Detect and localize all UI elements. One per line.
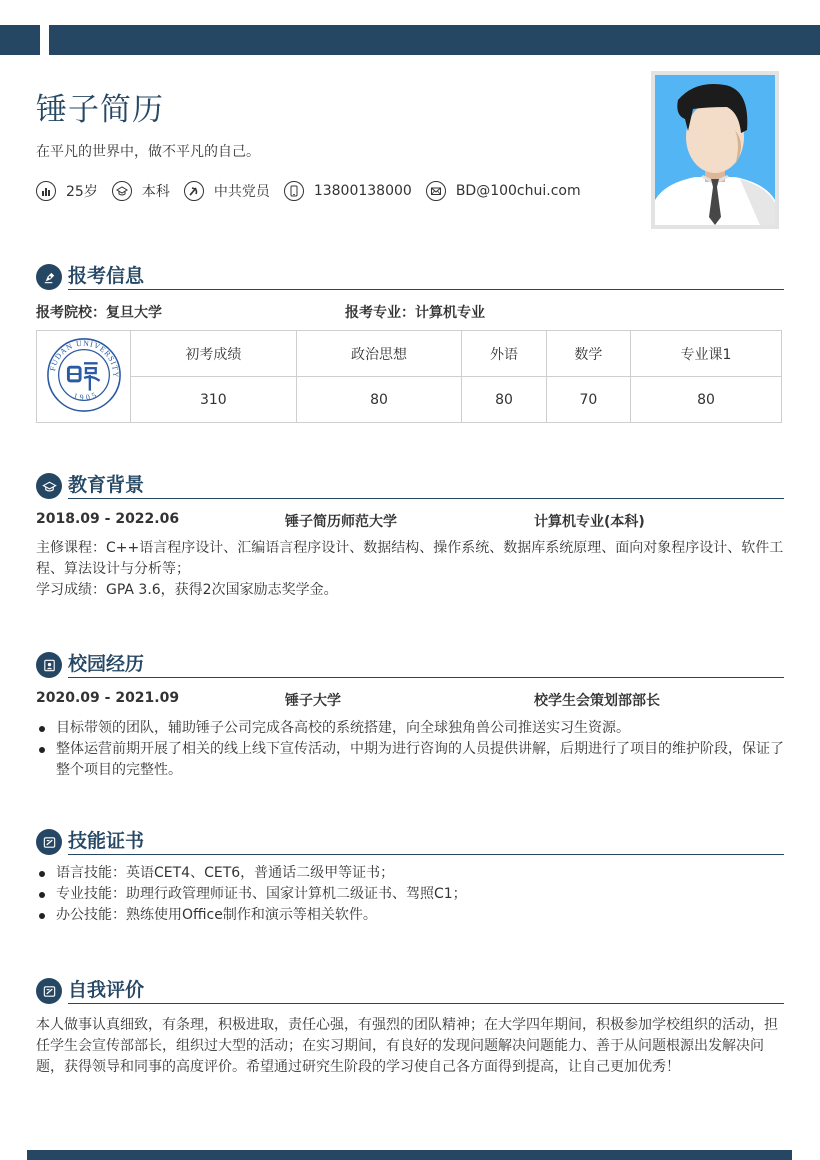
target-major: 报考专业：计算机专业	[345, 305, 485, 321]
section-campus	[36, 648, 784, 781]
list-item: 语言技能：英语CET4、CET6，普通话二级甲等证书；	[36, 863, 784, 884]
section-application	[36, 260, 784, 423]
section-header	[36, 260, 784, 290]
info-age-text: 25岁	[66, 184, 98, 200]
fudan-logo-icon	[45, 336, 123, 414]
id-badge-icon	[36, 652, 62, 678]
edit-note-icon	[36, 978, 62, 1004]
section-self-evaluation	[36, 974, 784, 1078]
table-header-cell: 数学	[546, 331, 630, 377]
university-logo-cell	[37, 331, 131, 423]
list-item: 专业技能：助理行政管理师证书、国家计算机二级证书、驾照C1；	[36, 884, 784, 905]
info-phone	[284, 181, 412, 201]
campus-summary-row	[36, 690, 784, 710]
self-evaluation-text: 本人做事认真细致，有条理，积极进取，责任心强，有强烈的团队精神；在大学四年期间，积极参加学校组织的活动，担任学生会宣传部部长，组织过大型的活动；在实习期间，有良好的发现问题解决问题能力、善于从问题根源出发解决问题，获得领导和同事的高度评价。希望通过研究生阶段的学习使自己各方面得到提高，让自己更加优秀！	[36, 1017, 778, 1075]
education-grades: 学习成绩：GPA 3.6，获得2次国家励志奖学金。	[36, 582, 338, 598]
info-degree	[112, 181, 170, 201]
table-cell: 310	[131, 377, 297, 423]
table-header-cell: 初考成绩	[131, 331, 297, 377]
footer-bar	[27, 1150, 792, 1160]
section-title: 报考信息	[68, 265, 145, 287]
section-header	[36, 974, 784, 1004]
info-party	[184, 181, 270, 201]
info-email-text: BD@100chui.com	[455, 183, 581, 199]
avatar	[655, 75, 775, 225]
education-major: 计算机专业(本科)	[534, 514, 645, 530]
resume-name: 锤子简历	[36, 92, 164, 128]
education-courses: 主修课程：C++语言程序设计、汇编语言程序设计、数据结构、操作系统、数据库系统原理、面向对象程序设计、软件工程、算法设计与分析等；	[36, 540, 784, 577]
graduation-cap-icon	[112, 181, 132, 201]
certificate-edit-icon	[36, 829, 62, 855]
section-title: 技能证书	[68, 830, 145, 852]
section-title: 自我评价	[68, 979, 145, 1001]
svg-text:FUDAN UNIVERSITY: FUDAN UNIVERSITY	[47, 338, 120, 378]
info-party-text: 中共党员	[213, 184, 270, 200]
section-header	[36, 825, 784, 855]
svg-text:1905: 1905	[71, 388, 100, 402]
motto: 在平凡的世界中，做不平凡的自己。	[36, 144, 260, 160]
table-header-cell: 政治思想	[296, 331, 462, 377]
list-item: 目标带领的团队，辅助锤子公司完成各高校的系统搭建，向全球独角兽公司推送实习生资源。	[36, 718, 784, 739]
graduation-cap-icon	[36, 473, 62, 499]
section-skills	[36, 825, 784, 926]
score-table	[36, 330, 782, 423]
info-phone-text: 13800138000	[313, 183, 412, 199]
section-header	[36, 469, 784, 499]
application-target-row	[36, 302, 784, 322]
campus-org: 锤子大学	[285, 693, 341, 709]
table-header-cell: 外语	[462, 331, 546, 377]
education-summary-row	[36, 511, 784, 531]
table-cell: 80	[631, 377, 782, 423]
table-row	[37, 377, 782, 423]
section-header	[36, 648, 784, 678]
section-education	[36, 469, 784, 601]
campus-bullets	[36, 718, 784, 781]
campus-role: 校学生会策划部部长	[534, 693, 660, 709]
table-cell: 80	[296, 377, 462, 423]
education-period: 2018.09 - 2022.06	[36, 511, 180, 527]
header-bar-left	[0, 25, 40, 55]
info-degree-text: 本科	[141, 184, 170, 200]
section-title: 教育背景	[68, 474, 145, 496]
table-cell: 70	[546, 377, 630, 423]
table-cell: 80	[462, 377, 546, 423]
education-school: 锤子简历师范大学	[285, 514, 397, 530]
info-email	[426, 181, 581, 201]
phone-icon	[284, 181, 304, 201]
pen-nib-icon	[36, 264, 62, 290]
profile-photo	[651, 71, 779, 229]
list-item: 整体运营前期开展了相关的线上线下宣传活动，中期为进行咨询的人员提供讲解，后期进行了项目的维护阶段，保证了整个项目的完整性。	[36, 739, 784, 781]
header-bar-right	[49, 25, 820, 55]
mail-icon	[426, 181, 446, 201]
list-item: 办公技能：熟练使用Office制作和演示等相关软件。	[36, 905, 784, 926]
skills-bullets	[36, 863, 784, 926]
info-age	[36, 181, 98, 201]
table-header-row	[37, 331, 782, 377]
personal-info-row	[36, 181, 595, 201]
bar-chart-icon	[36, 181, 56, 201]
section-title: 校园经历	[68, 653, 145, 675]
party-emblem-icon	[184, 181, 204, 201]
campus-period: 2020.09 - 2021.09	[36, 690, 180, 706]
table-header-cell: 专业课1	[631, 331, 782, 377]
target-school: 报考院校：复旦大学	[36, 305, 162, 321]
